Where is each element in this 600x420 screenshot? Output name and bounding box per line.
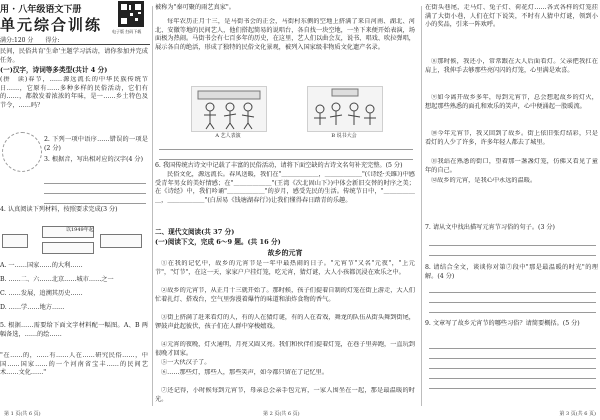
essay-paragraph: ⑫故乡的元宵，是我心中永远的温暖。 (431, 177, 537, 184)
answer-lines (429, 283, 596, 313)
list-item: C. ……发展，追溯其历史…… (0, 290, 83, 297)
essay-paragraph: ⑩今年元宵节，我又回到了故乡。街上依旧张灯结彩，只是看灯的人少了许多，许多年轻人都去了城里。 (425, 130, 598, 146)
question-5: 5. 根据……需要给下面文字材料配一幅图。A、B 两幅备选，……的绘…… (0, 322, 148, 338)
essay-paragraph: ④元宵的夜晚，灯火通明，月亮又圆又亮。我们和伙伴们提着灯笼，在巷子里奔跑，一直玩到很晚才回家。 (155, 341, 415, 357)
essay-paragraph: ⑧那时候，我还小，常常跟在大人后面看灯。父亲把我扛在肩上，我伸手去够那些亮闪闪的灯笼，心里满是欢喜。 (425, 58, 598, 74)
page-3-column (425, 0, 600, 420)
qr-caption: 电子版 扫码下载 (112, 29, 142, 34)
passage-text: 被称为"秦可聚的雨艺真家"。 (155, 4, 235, 11)
task-heading: (一)汉字，诗词等多类型(共计 4 分) (0, 66, 108, 74)
essay-paragraph: ⑨如今离开故乡多年，每到元宵节，总会想起故乡的灯火，想起那些熟悉的面孔和欢乐的笑声，心中便涌起一股暖流。 (425, 94, 598, 110)
question-6: 6. 我国传统古诗文中记载了丰富的民俗活动，请将下面空缺的古诗文名句补充完整。(5 分) (155, 162, 403, 169)
question-9: 9. 文章写了故乡元宵节的哪些习俗？请简要概括。(5 分) (425, 320, 580, 327)
answer-lines (429, 339, 596, 389)
essay-paragraph: ⑥……那些灯，那些人，那些笑声，如今都只留在了记忆里。 (161, 369, 329, 376)
question-4: 4. 认真阅读下列材料，按照要求完成(3 分) (0, 206, 118, 213)
question-6-body: 民俗文化，源远流长。春风送暖，我们在"＿＿＿＿＿＿，＿＿＿＿＿＿"(《诗经·关雎》)中感受青年男女的美好情感；在"＿＿＿＿＿＿"(王湾《次北固山下》)中体会新旧交替的时序之美；在《诗经》中，我们吟诵"＿＿＿＿＿＿"的岁月，感受先民的生活。传统节日中，"＿＿＿＿＿＿，＿＿＿＿＿＿"(白居易《钱塘湖春行》)让我们懂得春日踏青的乐趣。 (155, 171, 415, 204)
passage-text: "在……的，……有……人在……研究民俗……，中国……国家……的一个河南省宝丰……的民间艺术……文化……" (0, 352, 148, 377)
essay-paragraph: ②故乡的元宵节，从正月十三就开始了。那时候，孩子们提着自制的灯笼在街上游走，大人们忙着扎灯、搭戏台，空气里弥漫着爆竹的味道和油炸食物的香气。 (155, 287, 415, 303)
question-8: 8. 请结合全文，谈谈你对第⑦段中"那是最温暖的时光"的理解。(4 分) (425, 264, 598, 280)
illustration-b (307, 86, 383, 132)
illustration-caption: B 说书大会 (331, 133, 357, 139)
score-line: 满分:120 分 得分: (0, 37, 60, 44)
qr-code-icon (118, 1, 144, 27)
answer-lines (429, 236, 596, 256)
list-item: B. ……二、六……北京……城市……之一 (0, 276, 114, 283)
illustration-a (191, 86, 267, 132)
passage-text: (拼 读)春节，……源远流长的中华民族传统节日……，它原有……多种多样的民俗活动，它们有的……，都散发着浓浓的年味，是一……乡土特色及节令，……吗？ (0, 76, 148, 109)
page-number: 第 1 页(共 6 页) (4, 411, 41, 417)
section-heading: 二、现代文阅读(共 37 分) (155, 228, 235, 236)
column-divider (421, 6, 422, 406)
intro-text: 民间，民俗共育'生命'主题学习活动，请你参加并完成任务。 (0, 48, 148, 64)
timeline-label: 以1949年起 (66, 227, 94, 233)
essay-paragraph: ⑤一大伙汉子了。 (161, 359, 211, 366)
question-3: 3. 根据音，写出相对应的汉字(4 分) (44, 156, 144, 163)
page-1-column (0, 0, 150, 420)
column-divider (152, 6, 153, 406)
essay-title: 故乡的元宵 (267, 248, 303, 257)
page-number: 第 2 页(共 6 页) (263, 411, 300, 417)
header-divider (0, 44, 150, 45)
watermark-stamp (2, 132, 42, 172)
answer-lines (44, 174, 146, 204)
list-item: D. ……学……地方…… (0, 304, 65, 311)
page-2-column (155, 0, 417, 420)
list-item: A. 一……国家……的大利…… (0, 262, 83, 269)
essay-paragraph: ⑦还记得，小时候每到元宵节，母亲总会亲手包元宵，一家人围坐在一起，那是最温暖的时光。 (155, 387, 415, 403)
essay-paragraph: ①在我的记忆中，故乡的元宵节是一年中最热闹的日子。"元宵节"又名"元夜"，"上元节"，"灯节"，在这一天，家家户户挂灯笼，吃元宵，猜灯谜，大人小孩都沉浸在欢乐之中。 (155, 260, 415, 276)
question-7: 7. 请从文中找出描写元宵节习俗的句子。(3 分) (425, 224, 555, 231)
question-2: 2. 下列一项中语序……错误的一项是(2 分) (44, 136, 148, 152)
unit-title: 单元综合训练 (0, 16, 103, 34)
passage-text: 每年农历正月十三，是马街书会的正会，马街村东侧的空地上挤满了来自河南、湖北、河北、安徽等地的民间艺人，他们搭起简易的说唱台，各自找一块空地，一坐下来便开始表演，场面极为热闹。马街书会有七百多年的历史，在这里，艺人们以曲会友，说书、唱戏、吹拉弹唱，展示各自的绝活，形成了独特的民俗文化景观，被列入国家级非物质文化遗产名录。 (155, 18, 415, 51)
answer-lines (159, 140, 413, 160)
section-subheading: (一)阅读下文，完成 6～9 题。(共 16 分) (155, 238, 281, 246)
essay-paragraph: ③街上挤满了赶来看灯的人，有的人在猜灯谜，有的人在看戏，舞龙的队伍从街头舞到街尾，锣鼓声此起彼伏，孩子们在人群中穿梭嬉戏。 (155, 314, 415, 330)
page-number: 第 3 页(共 6 页) (559, 411, 596, 417)
illustration-caption: A 艺人表演 (215, 133, 241, 139)
book-header: 用 · 八年级语文下册 (0, 5, 82, 15)
essay-paragraph: ⑪我站在熟悉的街口，望着那一盏盏灯笼，仿佛又看见了童年的自己。 (425, 158, 598, 174)
essay-paragraph: 在街头巷尾，走马灯、兔子灯、荷花灯……各式各样的灯笼挂满了大街小巷，人们在灯下说笑，不时有人猜中灯谜，领到小小的奖品，引来一阵欢呼。 (425, 4, 598, 29)
